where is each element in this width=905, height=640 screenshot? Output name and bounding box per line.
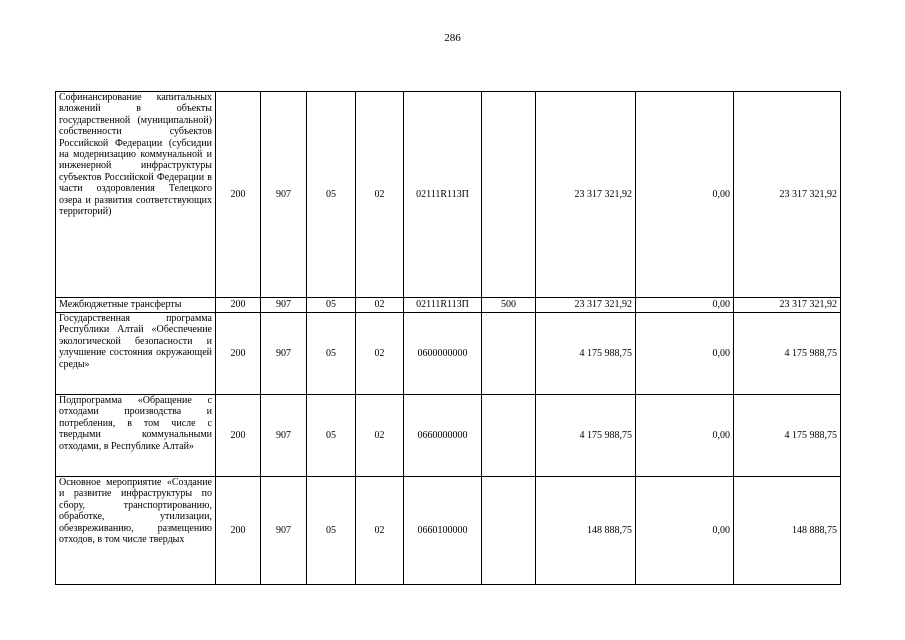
row-code-2: 907 <box>261 395 307 477</box>
row-code-6: 500 <box>482 298 536 313</box>
row-value-2: 0,00 <box>636 395 734 477</box>
row-code-1: 200 <box>216 477 261 585</box>
table-row <box>56 477 841 585</box>
row-code-4: 02 <box>356 92 404 298</box>
row-value-1: 4 175 988,75 <box>536 395 636 477</box>
row-value-3: 23 317 321,92 <box>734 298 841 313</box>
row-value-2: 0,00 <box>636 92 734 298</box>
row-code-4: 02 <box>356 313 404 395</box>
table-row <box>56 92 841 298</box>
row-value-3: 148 888,75 <box>734 477 841 585</box>
row-code-1: 200 <box>216 298 261 313</box>
row-value-3: 23 317 321,92 <box>734 92 841 298</box>
row-description: Основное мероприятие «Создание и развитие инфраструктуры по сбору, транспортированию, обработке, утилизации, обезвреживанию, размещению отходов, в том числе твердых <box>56 477 216 585</box>
row-value-1: 23 317 321,92 <box>536 298 636 313</box>
row-code-3: 05 <box>307 298 356 313</box>
row-description: Софинансирование капитальных вложений в объекты государственной (муниципальной) собственности субъектов Российской Федерации (субсидии на модернизацию коммунальной и инженерной инфраструктуры субъектов Российской Федерации в части оздоровления Телецкого озера и развития соответствующих территорий) <box>56 92 216 298</box>
row-code-4: 02 <box>356 298 404 313</box>
row-code-4: 02 <box>356 395 404 477</box>
row-value-1: 23 317 321,92 <box>536 92 636 298</box>
row-code-3: 05 <box>307 92 356 298</box>
row-code-6 <box>482 313 536 395</box>
row-code-3: 05 <box>307 477 356 585</box>
row-description: Подпрограмма «Обращение с отходами производства и потребления, в том числе с твердыми коммунальными отходами, в Республике Алтай» <box>56 395 216 477</box>
table-row <box>56 395 841 477</box>
row-description: Государственная программа Республики Алтай «Обеспечение экологической безопасности и улучшение состояния окружающей среды» <box>56 313 216 395</box>
row-value-1: 148 888,75 <box>536 477 636 585</box>
row-code-6 <box>482 477 536 585</box>
row-code-6 <box>482 92 536 298</box>
row-value-2: 0,00 <box>636 477 734 585</box>
row-value-2: 0,00 <box>636 298 734 313</box>
row-code-3: 05 <box>307 395 356 477</box>
row-code-5: 0660000000 <box>404 395 482 477</box>
row-code-2: 907 <box>261 477 307 585</box>
row-value-2: 0,00 <box>636 313 734 395</box>
row-code-6 <box>482 395 536 477</box>
row-description: Межбюджетные трансферты <box>56 298 216 313</box>
row-value-1: 4 175 988,75 <box>536 313 636 395</box>
table-row <box>56 298 841 313</box>
row-code-2: 907 <box>261 92 307 298</box>
row-value-3: 4 175 988,75 <box>734 313 841 395</box>
row-code-5: 02111R113П <box>404 92 482 298</box>
row-value-3: 4 175 988,75 <box>734 395 841 477</box>
row-code-5: 02111R113П <box>404 298 482 313</box>
row-code-1: 200 <box>216 92 261 298</box>
table-row <box>56 313 841 395</box>
row-code-1: 200 <box>216 395 261 477</box>
budget-table <box>55 91 841 585</box>
row-code-2: 907 <box>261 298 307 313</box>
row-code-5: 0660100000 <box>404 477 482 585</box>
row-code-5: 0600000000 <box>404 313 482 395</box>
row-code-3: 05 <box>307 313 356 395</box>
page-number: 286 <box>444 32 461 44</box>
row-code-2: 907 <box>261 313 307 395</box>
row-code-4: 02 <box>356 477 404 585</box>
row-code-1: 200 <box>216 313 261 395</box>
